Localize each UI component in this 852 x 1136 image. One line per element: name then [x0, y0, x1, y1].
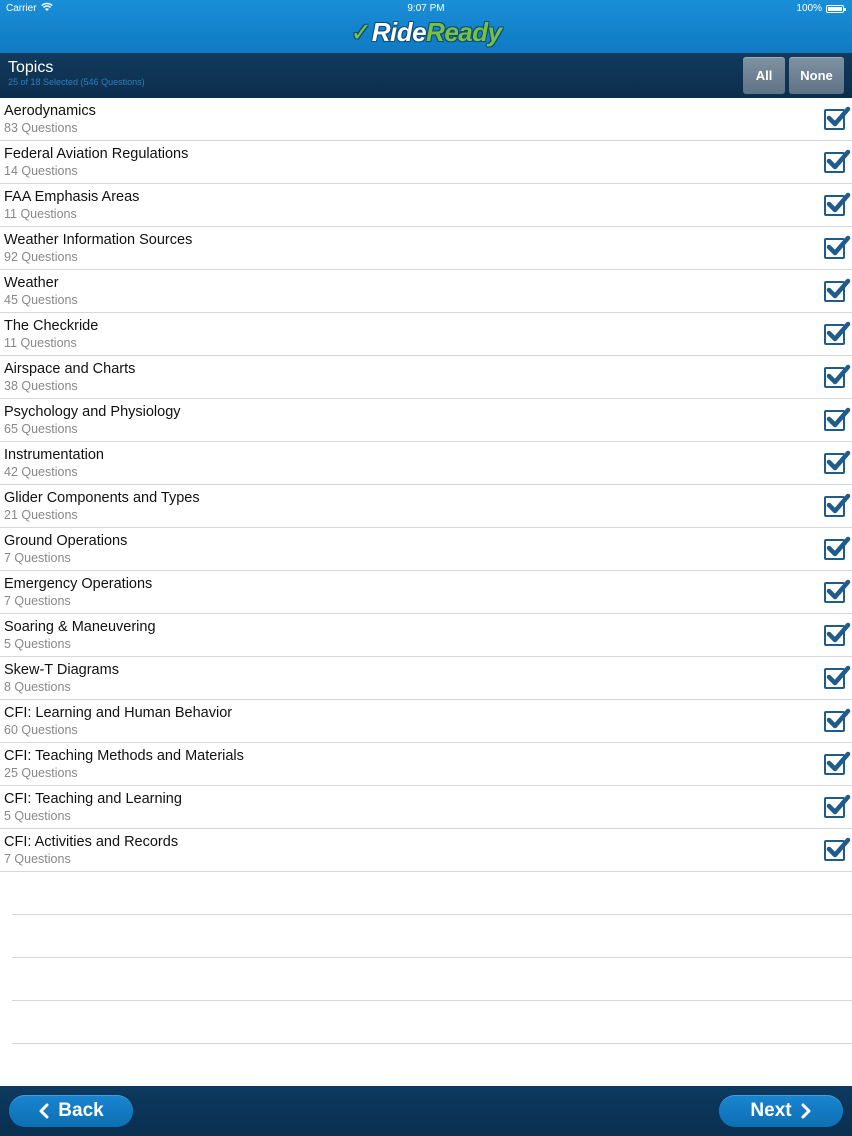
- logo-check-mark: ✓: [350, 17, 372, 47]
- empty-row: [0, 915, 852, 958]
- topic-question-count: 5 Questions: [4, 637, 71, 651]
- battery-percent: 100%: [796, 3, 822, 14]
- topic-name: CFI: Teaching and Learning: [4, 791, 182, 807]
- topic-question-count: 7 Questions: [4, 551, 71, 565]
- topic-checkbox[interactable]: [824, 496, 845, 517]
- topic-checkbox[interactable]: [824, 410, 845, 431]
- back-label: Back: [58, 1100, 104, 1121]
- topic-row[interactable]: [0, 313, 852, 356]
- empty-row: [0, 1001, 852, 1044]
- logo-ride-text: Ride: [371, 17, 427, 47]
- topic-name: Aerodynamics: [4, 103, 96, 119]
- topic-row[interactable]: [0, 442, 852, 485]
- topics-header: [0, 53, 852, 98]
- topic-name: Soaring & Maneuvering: [4, 619, 156, 635]
- topic-row[interactable]: [0, 657, 852, 700]
- top-bar: [0, 0, 852, 53]
- empty-row: [0, 958, 852, 1001]
- topic-question-count: 60 Questions: [4, 723, 78, 737]
- topic-question-count: 7 Questions: [4, 852, 71, 866]
- topic-name: CFI: Activities and Records: [4, 834, 179, 850]
- topic-row[interactable]: [0, 829, 852, 872]
- topic-question-count: 25 Questions: [4, 766, 78, 780]
- topic-name: Weather Information Sources: [4, 232, 193, 248]
- topic-name: Ground Operations: [4, 533, 128, 549]
- topic-checkbox[interactable]: [824, 797, 845, 818]
- app-logo: [0, 17, 852, 48]
- topic-name: CFI: Teaching Methods and Materials: [4, 748, 244, 764]
- topic-checkbox[interactable]: [824, 152, 845, 173]
- topic-name: FAA Emphasis Areas: [4, 189, 140, 205]
- topic-checkbox[interactable]: [824, 539, 845, 560]
- topic-checkbox[interactable]: [824, 754, 845, 775]
- topic-name: CFI: Learning and Human Behavior: [4, 705, 233, 721]
- topic-row[interactable]: [0, 786, 852, 829]
- topic-row[interactable]: [0, 141, 852, 184]
- topic-checkbox[interactable]: [824, 668, 845, 689]
- topic-question-count: 8 Questions: [4, 680, 71, 694]
- topic-question-count: 7 Questions: [4, 594, 71, 608]
- topic-name: Federal Aviation Regulations: [4, 146, 189, 162]
- topic-question-count: 45 Questions: [4, 293, 78, 307]
- topic-row[interactable]: [0, 700, 852, 743]
- topic-checkbox[interactable]: [824, 453, 845, 474]
- topic-checkbox[interactable]: [824, 711, 845, 732]
- empty-row: [0, 872, 852, 915]
- topic-question-count: 38 Questions: [4, 379, 78, 393]
- topic-row[interactable]: [0, 528, 852, 571]
- topic-name: Weather: [4, 275, 59, 291]
- topic-name: The Checkride: [4, 318, 99, 334]
- topic-row[interactable]: [0, 184, 852, 227]
- topic-checkbox[interactable]: [824, 625, 845, 646]
- topic-question-count: 11 Questions: [4, 207, 77, 221]
- topic-row[interactable]: [0, 270, 852, 313]
- status-time: 9:07 PM: [407, 3, 445, 14]
- topic-question-count: 5 Questions: [4, 809, 71, 823]
- topic-name: Psychology and Physiology: [4, 404, 181, 420]
- topic-row[interactable]: [0, 399, 852, 442]
- select-none-button[interactable]: None: [789, 57, 844, 94]
- topic-question-count: 11 Questions: [4, 336, 77, 350]
- topic-name: Airspace and Charts: [4, 361, 136, 377]
- chevron-left-icon: [38, 1103, 50, 1119]
- topic-row[interactable]: [0, 571, 852, 614]
- topic-checkbox[interactable]: [824, 840, 845, 861]
- topic-question-count: 65 Questions: [4, 422, 78, 436]
- logo-ready-text: Ready: [426, 17, 502, 47]
- topic-row[interactable]: [0, 356, 852, 399]
- topic-checkbox[interactable]: [824, 367, 845, 388]
- status-bar: [0, 3, 852, 17]
- battery-icon: [826, 5, 844, 13]
- topic-question-count: 21 Questions: [4, 508, 78, 522]
- topic-row[interactable]: [0, 98, 852, 141]
- topic-name: Skew-T Diagrams: [4, 662, 119, 678]
- chevron-right-icon: [800, 1103, 812, 1119]
- topic-name: Glider Components and Types: [4, 490, 200, 506]
- topic-row[interactable]: [0, 614, 852, 657]
- carrier-label: Carrier: [6, 3, 37, 14]
- topic-question-count: 83 Questions: [4, 121, 78, 135]
- next-button[interactable]: [719, 1095, 843, 1127]
- footer-bar: [0, 1086, 852, 1136]
- select-all-button[interactable]: All: [743, 57, 785, 94]
- topic-question-count: 14 Questions: [4, 164, 78, 178]
- topic-checkbox[interactable]: [824, 324, 845, 345]
- page-title: Topics: [8, 59, 54, 76]
- topic-checkbox[interactable]: [824, 238, 845, 259]
- topic-checkbox[interactable]: [824, 281, 845, 302]
- topic-list: [0, 98, 852, 1087]
- topic-question-count: 92 Questions: [4, 250, 78, 264]
- next-label: Next: [750, 1100, 792, 1121]
- topic-row[interactable]: [0, 743, 852, 786]
- topic-question-count: 42 Questions: [4, 465, 78, 479]
- topic-checkbox[interactable]: [824, 109, 845, 130]
- topic-name: Instrumentation: [4, 447, 104, 463]
- back-button[interactable]: [9, 1095, 133, 1127]
- topic-row[interactable]: [0, 485, 852, 528]
- topic-checkbox[interactable]: [824, 195, 845, 216]
- empty-row: [0, 1044, 852, 1087]
- topic-checkbox[interactable]: [824, 582, 845, 603]
- topic-name: Emergency Operations: [4, 576, 153, 592]
- topic-row[interactable]: [0, 227, 852, 270]
- selection-summary: 25 of 18 Selected (546 Questions): [8, 77, 145, 87]
